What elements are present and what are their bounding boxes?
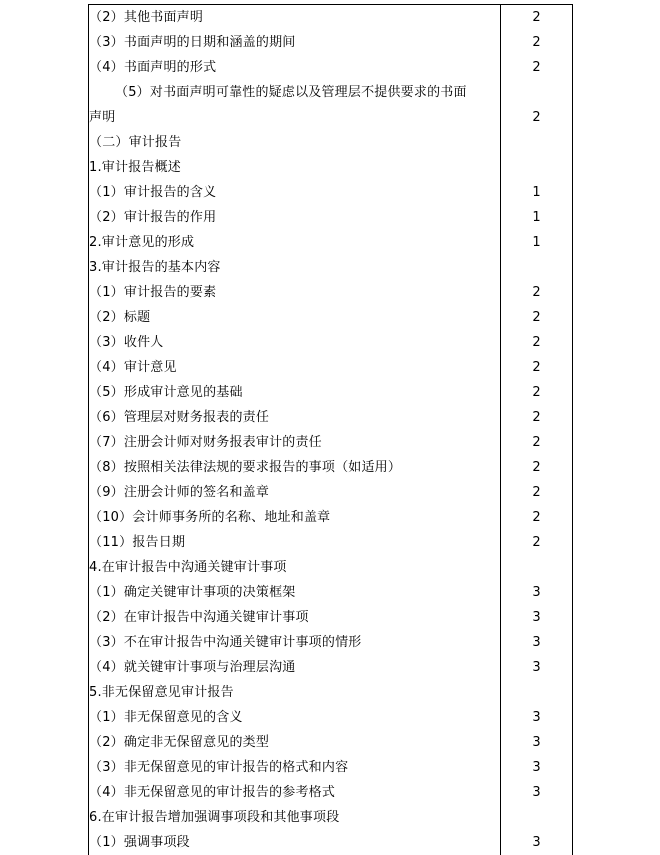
item-cell: 2.审计意见的形成 [89, 230, 501, 255]
item-cell: （3）不在审计报告中沟通关键审计事项的情形 [89, 630, 501, 655]
table-row [89, 705, 573, 730]
table-row [89, 680, 573, 705]
table-row [89, 455, 573, 480]
item-cell [89, 80, 501, 130]
item-cell: （二）审计报告 [89, 130, 501, 155]
level-cell: 2 [501, 5, 573, 31]
table-row [89, 830, 573, 855]
item-cell: （10）会计师事务所的名称、地址和盖章 [89, 505, 501, 530]
level-cell: 1 [501, 180, 573, 205]
item-cell: （3）书面声明的日期和涵盖的期间 [89, 30, 501, 55]
level-value: 2 [532, 110, 540, 125]
level-cell: 2 [501, 330, 573, 355]
item-cell: （4）审计意见 [89, 355, 501, 380]
level-cell: 3 [501, 830, 573, 855]
table-row [89, 155, 573, 180]
table-row [89, 305, 573, 330]
table-row [89, 730, 573, 755]
item-cell: （2）在审计报告中沟通关键审计事项 [89, 605, 501, 630]
level-cell: 2 [501, 430, 573, 455]
item-cell: 4.在审计报告中沟通关键审计事项 [89, 555, 501, 580]
table-row [89, 405, 573, 430]
level-cell [501, 155, 573, 180]
item-cell: （1）非无保留意见的含义 [89, 705, 501, 730]
level-cell: 3 [501, 730, 573, 755]
level-cell [501, 680, 573, 705]
item-cell: （4）书面声明的形式 [89, 55, 501, 80]
level-cell: 2 [501, 455, 573, 480]
table-row [89, 130, 573, 155]
level-cell: 2 [501, 305, 573, 330]
item-cell: （2）其他书面声明 [89, 5, 501, 31]
level-cell [501, 805, 573, 830]
table-row [89, 480, 573, 505]
table-row [89, 755, 573, 780]
item-cell: （1）强调事项段 [89, 830, 501, 855]
level-cell: 3 [501, 580, 573, 605]
table-row [89, 655, 573, 680]
item-cell: （2）确定非无保留意见的类型 [89, 730, 501, 755]
item-cell: 1.审计报告概述 [89, 155, 501, 180]
table-row [89, 230, 573, 255]
table-row [89, 530, 573, 555]
level-cell: 2 [501, 405, 573, 430]
item-cell: （4）非无保留意见的审计报告的参考格式 [89, 780, 501, 805]
level-cell: 1 [501, 205, 573, 230]
item-cell: 6.在审计报告增加强调事项段和其他事项段 [89, 805, 501, 830]
item-line-2: 声明 [89, 105, 500, 130]
item-cell: （3）收件人 [89, 330, 501, 355]
item-cell: 3.审计报告的基本内容 [89, 255, 501, 280]
item-cell: （7）注册会计师对财务报表审计的责任 [89, 430, 501, 455]
level-cell: 2 [501, 480, 573, 505]
level-cell: 2 [501, 280, 573, 305]
level-cell: 3 [501, 705, 573, 730]
level-cell [501, 80, 573, 130]
level-cell: 2 [501, 55, 573, 80]
table-row [89, 780, 573, 805]
table-row [89, 555, 573, 580]
item-cell: （1）审计报告的要素 [89, 280, 501, 305]
item-line-1: （5）对书面声明可靠性的疑虑以及管理层不提供要求的书面 [115, 80, 500, 105]
item-cell: （3）非无保留意见的审计报告的格式和内容 [89, 755, 501, 780]
table-row [89, 605, 573, 630]
item-cell: （11）报告日期 [89, 530, 501, 555]
level-cell: 2 [501, 355, 573, 380]
level-cell: 2 [501, 30, 573, 55]
syllabus-table [88, 4, 573, 855]
level-cell: 2 [501, 380, 573, 405]
level-cell [501, 255, 573, 280]
level-cell [501, 555, 573, 580]
level-spacer [501, 80, 572, 105]
table-row [89, 30, 573, 55]
item-cell: （1）审计报告的含义 [89, 180, 501, 205]
level-cell: 2 [501, 505, 573, 530]
item-cell: （5）形成审计意见的基础 [89, 380, 501, 405]
table-row [89, 55, 573, 80]
item-cell: （1）确定关键审计事项的决策框架 [89, 580, 501, 605]
level-cell: 3 [501, 780, 573, 805]
item-cell: （9）注册会计师的签名和盖章 [89, 480, 501, 505]
table-row [89, 5, 573, 31]
item-cell: （4）就关键审计事项与治理层沟通 [89, 655, 501, 680]
level-cell [501, 130, 573, 155]
table-body [89, 5, 573, 855]
table-row [89, 180, 573, 205]
item-cell: （2）审计报告的作用 [89, 205, 501, 230]
level-cell: 3 [501, 605, 573, 630]
level-cell: 3 [501, 755, 573, 780]
table-row [89, 380, 573, 405]
table-row [89, 330, 573, 355]
item-cell: （2）标题 [89, 305, 501, 330]
table-row [89, 80, 573, 130]
item-cell: （8）按照相关法律法规的要求报告的事项（如适用） [89, 455, 501, 480]
table-row [89, 505, 573, 530]
table-row [89, 580, 573, 605]
table-row [89, 355, 573, 380]
item-cell: （6）管理层对财务报表的责任 [89, 405, 501, 430]
level-cell: 2 [501, 530, 573, 555]
table-row [89, 205, 573, 230]
table-row [89, 280, 573, 305]
level-cell: 3 [501, 655, 573, 680]
item-cell: 5.非无保留意见审计报告 [89, 680, 501, 705]
table-row [89, 255, 573, 280]
table-row [89, 630, 573, 655]
level-cell: 3 [501, 630, 573, 655]
level-cell: 1 [501, 230, 573, 255]
table-row [89, 430, 573, 455]
table-row [89, 805, 573, 830]
